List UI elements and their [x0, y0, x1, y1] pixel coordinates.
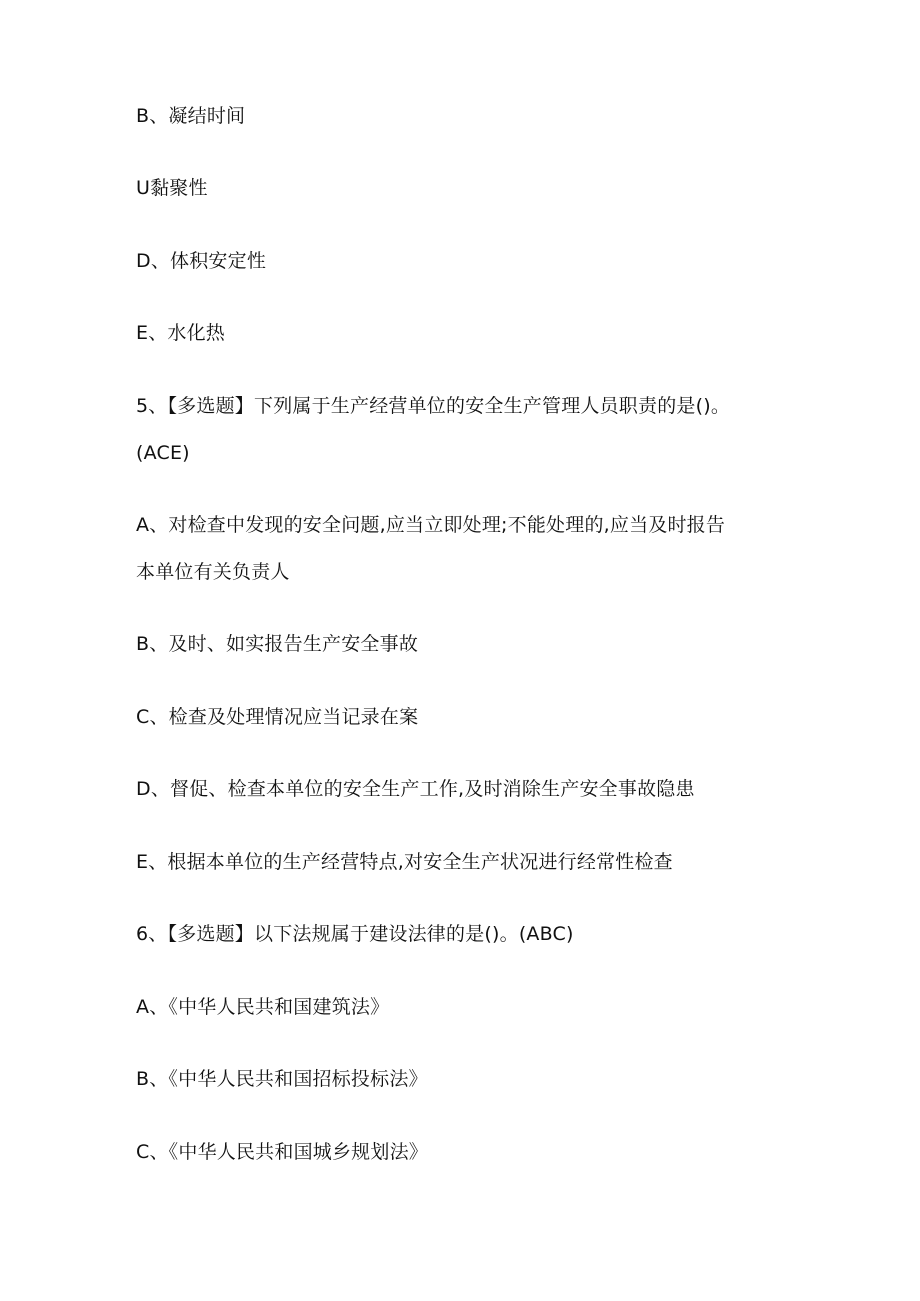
- q6-option-a: A、《中华人民共和国建筑法》: [136, 996, 390, 1018]
- question-5-answer: (ACE): [136, 442, 190, 464]
- q5-option-b: B、及时、如实报告生产安全事故: [136, 633, 419, 655]
- q5-option-d: D、督促、检查本单位的安全生产工作,及时消除生产安全事故隐患: [136, 778, 695, 800]
- q5-option-a-line-1: A、对检查中发现的安全问题,应当立即处理;不能处理的,应当及时报告: [136, 514, 726, 536]
- option-b-setting-time: B、凝结时间: [136, 105, 246, 127]
- option-e-hydration-heat: E、水化热: [136, 322, 226, 344]
- q5-option-a-line-2: 本单位有关负责人: [136, 561, 290, 583]
- option-c-cohesiveness: U黏聚性: [136, 177, 208, 199]
- q5-option-e: E、根据本单位的生产经营特点,对安全生产状况进行经常性检查: [136, 851, 673, 873]
- question-6-text: 6、【多选题】以下法规属于建设法律的是()。(ABC): [136, 923, 574, 945]
- question-5-text: 5、【多选题】下列属于生产经营单位的安全生产管理人员职责的是()。: [136, 395, 731, 417]
- q6-option-c: C、《中华人民共和国城乡规划法》: [136, 1141, 428, 1163]
- q6-option-b: B、《中华人民共和国招标投标法》: [136, 1068, 428, 1090]
- q5-option-c: C、检查及处理情况应当记录在案: [136, 706, 419, 728]
- option-d-volume-stability: D、体积安定性: [136, 250, 267, 272]
